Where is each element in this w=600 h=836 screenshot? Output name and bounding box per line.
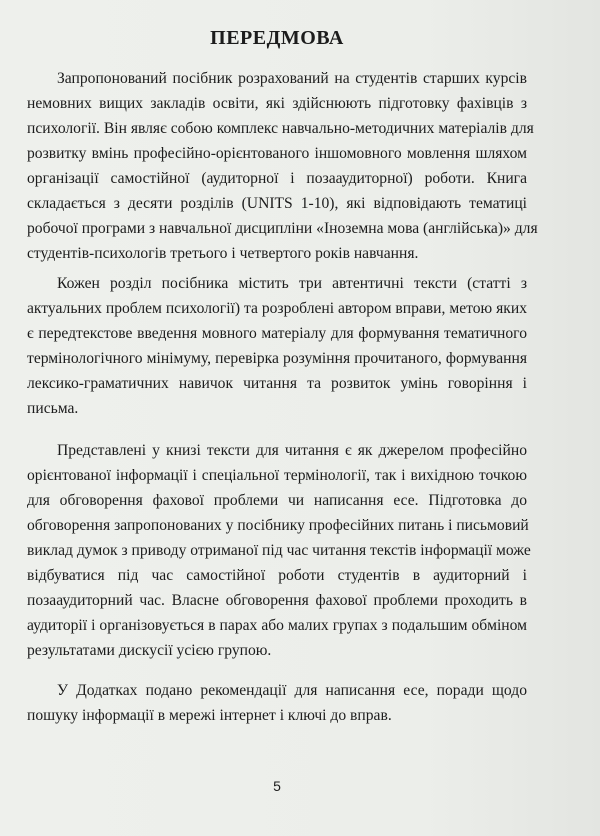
text-line: У Додатках подано рекомендації для написання есе, поради щодо — [57, 682, 527, 699]
text-line: обговорення запропонованих у посібнику професійних питань і письмовий — [27, 517, 529, 534]
text-line: психології. Він являє собою комплекс навчально-методичних матеріалів для — [27, 120, 534, 137]
text-line: для обговорення фахової проблеми чи написання есе. Підготовка до — [27, 492, 527, 509]
paragraph-1 — [27, 66, 538, 266]
text-line: актуальних проблем психології) та розроблені автором вправи, метою яких — [27, 300, 527, 317]
text-line: організації самостійної (аудиторної і позааудиторної) роботи. Книга — [27, 170, 527, 187]
text-line: виклад думок з приводу отриманої під час читання текстів інформації може — [27, 542, 531, 559]
text-line: письма. — [27, 400, 79, 417]
text-line: розвитку вмінь професійно-орієнтованого іншомовного мовлення шляхом — [27, 145, 527, 162]
text-line: позааудиторний час. Власне обговорення фахової проблеми проходить в — [27, 592, 527, 609]
text-line: аудиторії і організовується в парах або малих групах з подальшим обміном — [27, 617, 527, 634]
text-line: результатами дискусії усією групою. — [27, 642, 272, 659]
text-line: пошуку інформації в мережі інтернет і ключі до вправ. — [27, 707, 392, 724]
text-line: відбуватися під час самостійної роботи студентів в аудиторний і — [27, 567, 527, 584]
text-line: лексико-граматичних навичок читання та розвиток умінь говоріння і — [27, 375, 527, 392]
paragraph-3 — [27, 438, 531, 663]
page-title: ПЕРЕДМОВА — [210, 27, 344, 49]
text-line: робочої програми з навчальної дисципліни «Іноземна мова (англійська)» для — [27, 220, 538, 237]
text-line: термінологічного мінімуму, перевірка розуміння прочитаного, формування — [27, 350, 527, 367]
paragraph-4 — [27, 678, 527, 728]
paragraph-2 — [27, 271, 527, 421]
text-line: складається з десяти розділів (UNITS 1-10), які відповідають тематиці — [27, 195, 527, 212]
text-line: орієнтованої інформації і спеціальної термінології, так і вихідною точкою — [27, 467, 527, 484]
page-number: 5 — [273, 778, 281, 794]
text-line: Запропонований посібник розрахований на студентів старших курсів — [57, 70, 527, 87]
text-line: Кожен розділ посібника містить три автентичні тексти (статті з — [57, 275, 527, 292]
text-line: студентів-психологів третього і четвертого років навчання. — [27, 245, 419, 262]
text-line: немовних вищих закладів освіти, які здійснюють підготовку фахівців з — [27, 95, 527, 112]
text-line: Представлені у книзі тексти для читання є як джерелом професійно — [57, 442, 527, 459]
text-line: є передтекстове введення мовного матеріалу для формування тематичного — [27, 325, 527, 342]
